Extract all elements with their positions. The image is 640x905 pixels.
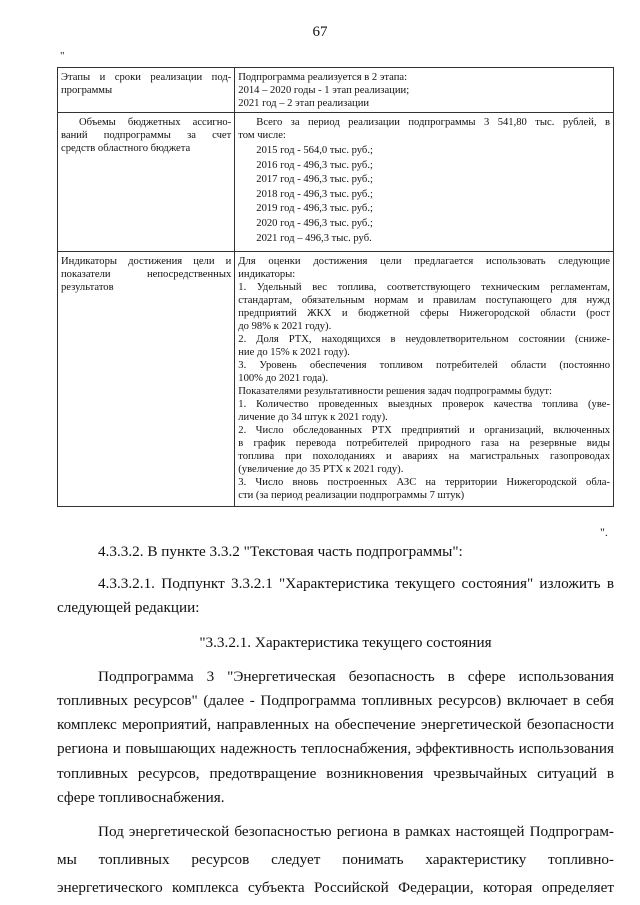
- cell-line: 3. Число вновь построенных АЗС на территории Нижегородской обла-: [238, 477, 610, 489]
- opening-quote-mark: ": [60, 50, 65, 62]
- section-heading: "3.3.2.1. Характеристика текущего состояния: [199, 633, 492, 651]
- paragraph-energy-security-line-1: Под энергетической безопасностью региона в рамках настоящей Подпрограм-: [98, 823, 614, 841]
- label-cell-budget: [58, 113, 235, 252]
- cell-line: 3. Уровень обеспечения топливом потребителей области (постоянно: [238, 360, 610, 372]
- cell-line: ние до 15% к 2021 году).: [238, 347, 350, 359]
- cell-line: Объемы бюджетных ассигно-: [79, 117, 232, 128]
- cell-line: 1. Количество проведенных выездных проверок качества топлива (уве-: [238, 399, 610, 411]
- year-line: 2021 год – 496,3 тыс. руб.: [256, 232, 372, 244]
- cell-line: 2. Доля РТХ, находящихся в неудовлетворительном состоянии (сниже-: [238, 334, 610, 346]
- cell-line: ваний подпрограммы за счет: [61, 130, 232, 141]
- value-cell-indicators: [235, 252, 614, 507]
- table-row-budget: [58, 113, 614, 252]
- table-row-indicators: [58, 252, 614, 507]
- cell-line: сти (за период реализации подпрограммы 7 штук): [238, 490, 465, 502]
- value-cell-budget: [235, 113, 614, 252]
- cell-line: 100% до 2021 года).: [238, 373, 329, 385]
- value-cell-stages: [235, 68, 614, 113]
- cell-line: 2014 – 2020 годы - 1 этап реализации;: [238, 85, 410, 96]
- paragraph-subprogram-description: Подпрограмма 3 "Энергетическая безопасность в сфере использования топливных ресурсов" (далее - Подпрограмма топливных ресурсов) включает в себя комплекс мероприятий, направленных на обеспечение энергетической безопасности региона и повышающих надежность теплоснабжения, эффективность использования топливных ресурсов, предотвращение возникновения чрезвычайных ситуаций в сфере топливоснабжения.: [57, 667, 614, 806]
- body-text: [57, 540, 614, 901]
- paragraph-energy-security-line-2: мы топливных ресурсов следует понимать характеристику топливно-: [57, 851, 614, 869]
- cell-line: 2021 год – 2 этап реализации: [238, 98, 370, 109]
- cell-line: до 98% к 2021 году).: [238, 321, 332, 333]
- cell-line: стандартам, обязательным нормам и правилам поступающего для нужд: [238, 295, 610, 307]
- label-cell-stages: [58, 68, 235, 113]
- year-line: 2020 год - 496,3 тыс. руб.;: [256, 217, 373, 229]
- year-line: 2018 год - 496,3 тыс. руб.;: [256, 188, 373, 200]
- cell-line: Всего за период реализации подпрограммы 3 541,80 тыс. рублей, в: [256, 117, 610, 128]
- cell-line: 2. Число обследованных РТХ предприятий и организаций, включенных: [238, 425, 610, 437]
- closing-quote-mark: ".: [600, 525, 608, 539]
- year-line: 2019 год - 496,3 тыс. руб.;: [256, 203, 373, 215]
- passport-table: [57, 67, 614, 507]
- cell-line: средств областного бюджета: [61, 143, 191, 154]
- cell-line: индикаторы:: [238, 269, 296, 281]
- cell-line: личение до 34 штук к 2021 году).: [238, 412, 388, 424]
- label-cell-indicators: [58, 252, 235, 507]
- cell-line: 1. Удельный вес топлива, соответствующего техническим регламентам,: [238, 282, 610, 294]
- cell-line: предприятий ЖКХ и бюджетной сферы Нижегородской области (рост: [238, 308, 610, 320]
- cell-line: показатели непосредственных: [61, 269, 232, 281]
- cell-line: Для оценки достижения цели предлагается использовать следующие: [238, 256, 610, 268]
- year-line: 2016 год - 496,3 тыс. руб.;: [256, 159, 373, 171]
- cell-line: программы: [61, 85, 113, 96]
- paragraph-subpoint-line-1: 4.3.3.2.1. Подпункт 3.3.2.1 "Характеристика текущего состояния" изложить в: [98, 575, 614, 593]
- paragraph-point-4-3-3-2: 4.3.3.2. В пункте 3.3.2 "Текстовая часть подпрограммы":: [98, 543, 463, 560]
- cell-line: (увеличение до 35 РТХ к 2021 году).: [238, 464, 404, 476]
- cell-line: том числе:: [238, 130, 286, 141]
- cell-line: Подпрограмма реализуется в 2 этапа:: [238, 72, 408, 83]
- cell-line: Показателями результативности решения задач подпрограммы будут:: [238, 386, 552, 398]
- cell-line: топлива при похолоданиях и авариях на магистральных газопроводах: [238, 451, 610, 463]
- table-row-stages: [58, 68, 614, 113]
- cell-line: в график перевода потребителей природного газа на резервные виды: [238, 438, 610, 450]
- year-line: 2015 год - 564,0 тыс. руб.;: [256, 145, 373, 156]
- cell-line: Индикаторы достижения цели и: [61, 256, 232, 268]
- cell-line: Этапы и сроки реализации под-: [61, 72, 232, 83]
- year-line: 2017 год - 496,3 тыс. руб.;: [256, 174, 373, 186]
- cell-line: результатов: [61, 282, 114, 294]
- page-number: 67: [312, 24, 328, 40]
- paragraph-subpoint-line-2: следующей редакции:: [57, 599, 200, 617]
- paragraph-energy-security-line-3: энергетического комплекса субъекта Российской Федерации, которая определяет: [57, 879, 614, 897]
